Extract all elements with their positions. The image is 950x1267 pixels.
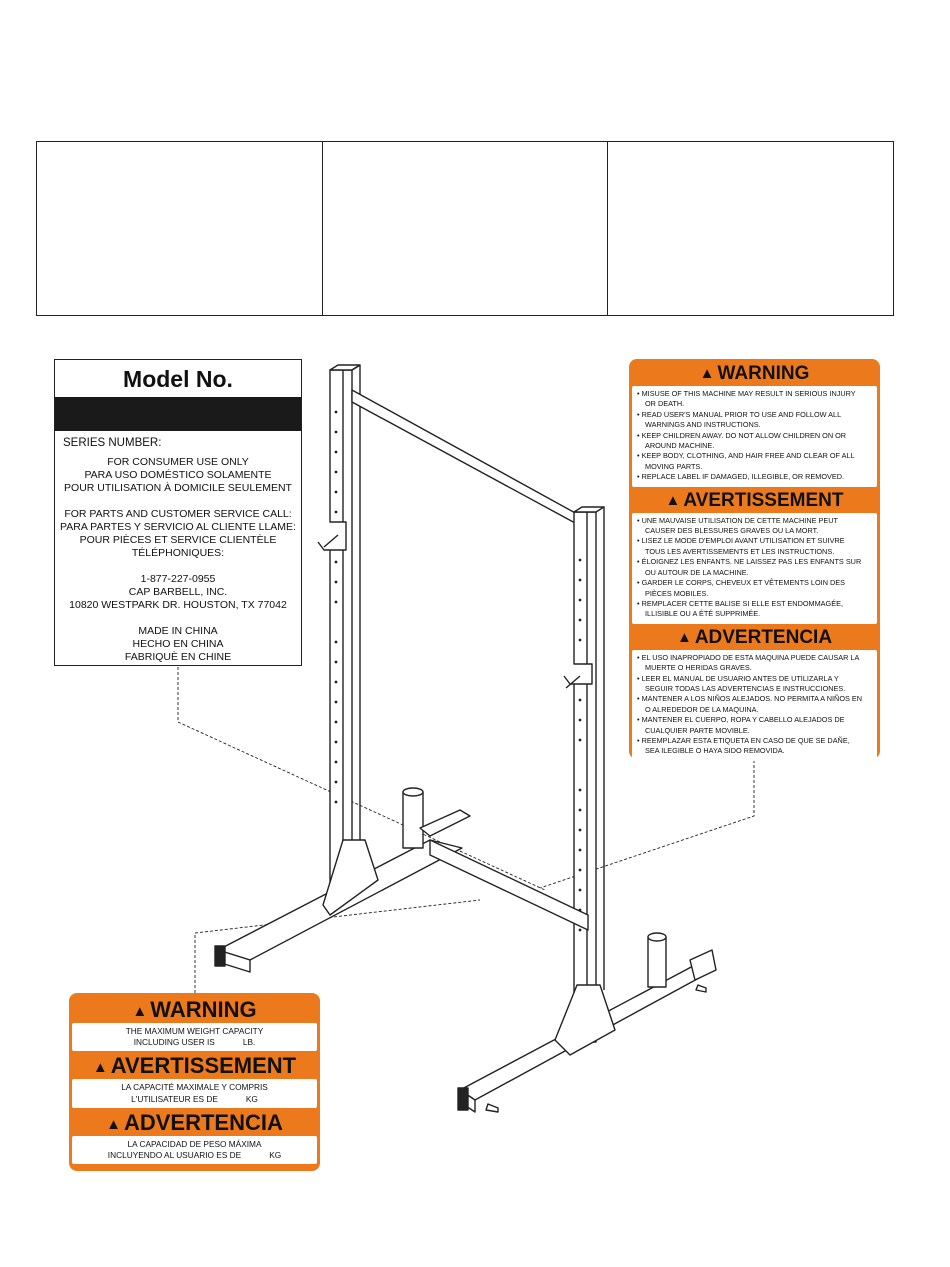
left-upright	[330, 365, 360, 890]
capacity-advertencia-text	[72, 1136, 317, 1164]
advertencia-line: • MANTENER A LOS NIÑOS ALEJADOS. NO PERMITA A NIÑOS EN	[637, 694, 863, 704]
right-upright	[574, 507, 604, 1042]
advertencia-line: • MANTENER EL CUERPO, ROPA Y CABELLO ALEJADOS DE	[637, 715, 845, 725]
capacity-line	[74, 1150, 315, 1161]
warning-triangle-icon: ▲	[106, 1115, 121, 1133]
series-number: SERIES NUMBER:	[63, 437, 162, 449]
model-line	[55, 560, 301, 573]
capacity-line	[74, 1037, 315, 1048]
avertissement-line: • ÉLOIGNEZ LES ENFANTS. NE LAISSEZ PAS LES ENFANTS SUR	[637, 557, 862, 567]
capacity-line: THE MAXIMUM WEIGHT CAPACITY	[125, 1026, 264, 1036]
advertencia-line: SEGUIR TODAS LAS ADVERTENCIAS E INSTRUCCIONES.	[645, 683, 846, 693]
warning-triangle-icon: ▲	[92, 1059, 108, 1077]
model-line: 10820 WESTPARK DR. HOUSTON, TX 77042	[69, 599, 287, 611]
advertencia-line: SEA ILEGIBLE O HAYA SIDO REMOVIDA.	[645, 746, 785, 756]
capacity-unit: KG	[269, 1150, 282, 1161]
warning-title: WARNING	[717, 363, 810, 384]
model-label-lines	[55, 456, 301, 664]
model-line: PARA USO DOMÉSTICO SOLAMENTE	[84, 469, 272, 481]
avertissement-line: • UNE MAUVAISE UTILISATION DE CETTE MACHINE PEUT	[637, 515, 838, 525]
warning-line: • REPLACE LABEL IF DAMAGED, ILLEGIBLE, OR REMOVED.	[637, 472, 845, 482]
capacity-warning-header	[72, 996, 317, 1023]
top-crossbar	[352, 390, 588, 530]
warning-text-box	[632, 386, 877, 487]
avertissement-line: ILLISIBLE OU A ÉTÉ SUPPRIMÉE.	[645, 609, 761, 619]
warning-line: WARNINGS AND INSTRUCTIONS.	[645, 420, 761, 430]
advertencia-line: • REEMPLAZAR ESTA ETIQUETA EN CASO DE QUE SE DAÑE,	[637, 735, 850, 745]
model-line	[55, 495, 301, 508]
advertencia-line: MUERTE O HERIDAS GRAVES.	[645, 663, 752, 673]
advertencia-line: • LEER EL MANUAL DE USUARIO ANTES DE UTILIZARLA Y	[637, 673, 839, 683]
model-line: FABRIQUÈ EN CHINE	[124, 651, 232, 663]
warning-triangle-icon: ▲	[665, 491, 681, 509]
warning-header	[632, 362, 877, 386]
capacity-line-text: INCLUDING USER IS	[133, 1037, 215, 1048]
model-number-band	[55, 397, 301, 431]
model-number-label	[54, 359, 302, 666]
model-line: POUR UTILISATION À DOMICILE SEULEMENT	[64, 482, 292, 494]
advertencia-line: • EL USO INAPROPIADO DE ESTA MAQUINA PUEDE CAUSAR LA	[637, 652, 860, 662]
avertissement-line: • LISEZ LE MODE D'EMPLOI AVANT UTILISATION ET SUIVRE	[637, 536, 845, 546]
warning-line: • KEEP CHILDREN AWAY. DO NOT ALLOW CHILDREN ON OR	[637, 430, 847, 440]
warning-line: OR DEATH.	[645, 399, 685, 409]
advertencia-line: CUALQUIER PARTE MOVIBLE.	[645, 725, 750, 735]
avertissement-line: • GARDER LE CORPS, CHEVEUX ET VÊTEMENTS LOIN DES	[637, 578, 845, 588]
warning-line: • KEEP BODY, CLOTHING, AND HAIR FREE AND CLEAR OF ALL	[637, 451, 855, 461]
avertissement-line: • REMPLACER CETTE BALISE SI ELLE EST ENDOMMAGÉE,	[637, 598, 843, 608]
capacity-warning-title: WARNING	[150, 997, 257, 1022]
avertissement-line: CAUSER DES BLESSURES GRAVES OU LA MORT.	[645, 526, 819, 536]
capacity-warning-text	[72, 1023, 317, 1051]
advertencia-text-box	[632, 650, 877, 761]
model-line: FOR CONSUMER USE ONLY	[107, 456, 249, 468]
capacity-unit: LB.	[242, 1037, 256, 1048]
advertencia-line: O ALREDEDOR DE LA MAQUINA.	[645, 704, 759, 714]
capacity-advertencia-header	[72, 1109, 317, 1136]
model-title: Model No.	[123, 366, 233, 392]
capacity-line	[74, 1094, 315, 1105]
model-line: CAP BARBELL, INC.	[128, 586, 228, 598]
avertissement-line: OU AUTOUR DE LA MACHINE.	[645, 567, 749, 577]
model-line: 1-877-227-0955	[140, 573, 216, 585]
capacity-line-text: L'UTILISATEUR ES DE	[131, 1093, 218, 1104]
model-line: PARA PARTES Y SERVICIO AL CLIENTE LLAME:	[60, 521, 296, 533]
warning-line: AROUND MACHINE.	[645, 441, 715, 451]
advertencia-title: ADVERTENCIA	[694, 626, 833, 648]
capacity-line: LA CAPACIDAD DE PESO MÁXIMA	[127, 1138, 262, 1149]
warning-triangle-icon: ▲	[699, 365, 715, 382]
warning-line: • READ USER'S MANUAL PRIOR TO USE AND FOLLOW ALL	[637, 409, 842, 419]
warning-line: MOVING PARTS.	[645, 461, 703, 471]
model-line: POUR PIÈCES ET SERVICE CLIENTÈLE	[79, 534, 277, 546]
capacity-avertissement-text	[72, 1079, 317, 1107]
avertissement-title: AVERTISSEMENT	[683, 489, 844, 511]
avertissement-line: PIÈCES MOBILES.	[645, 588, 709, 598]
model-line	[55, 612, 301, 625]
capacity-avertissement-title: AVERTISSEMENT	[110, 1053, 297, 1079]
avertissement-text-box	[632, 513, 877, 624]
warning-line: • MISUSE OF THIS MACHINE MAY RESULT IN SERIOUS INJURY	[637, 389, 856, 398]
capacity-avertissement-header	[72, 1052, 317, 1079]
avertissement-header	[632, 489, 877, 513]
capacity-line: LA CAPACITÉ MAXIMALE Y COMPRIS	[121, 1082, 268, 1093]
warning-label	[629, 359, 880, 759]
model-line: TÉLÉPHONIQUES:	[131, 547, 225, 559]
capacity-unit: KG	[245, 1093, 258, 1104]
capacity-label	[69, 993, 320, 1171]
model-line: MADE IN CHINA	[138, 625, 218, 637]
warning-triangle-icon: ▲	[676, 628, 692, 646]
capacity-advertencia-title: ADVERTENCIA	[123, 1109, 283, 1135]
model-line: HECHO EN CHINA	[132, 638, 224, 650]
advertencia-header	[632, 626, 877, 650]
model-line: FOR PARTS AND CUSTOMER SERVICE CALL:	[64, 508, 292, 520]
capacity-line-text: INCLUYENDO AL USUARIO ES DE	[107, 1150, 242, 1161]
avertissement-line: TOUS LES AVERTISSEMENTS ET LES INSTRUCTIONS.	[645, 546, 835, 556]
warning-triangle-icon: ▲	[132, 1003, 148, 1020]
